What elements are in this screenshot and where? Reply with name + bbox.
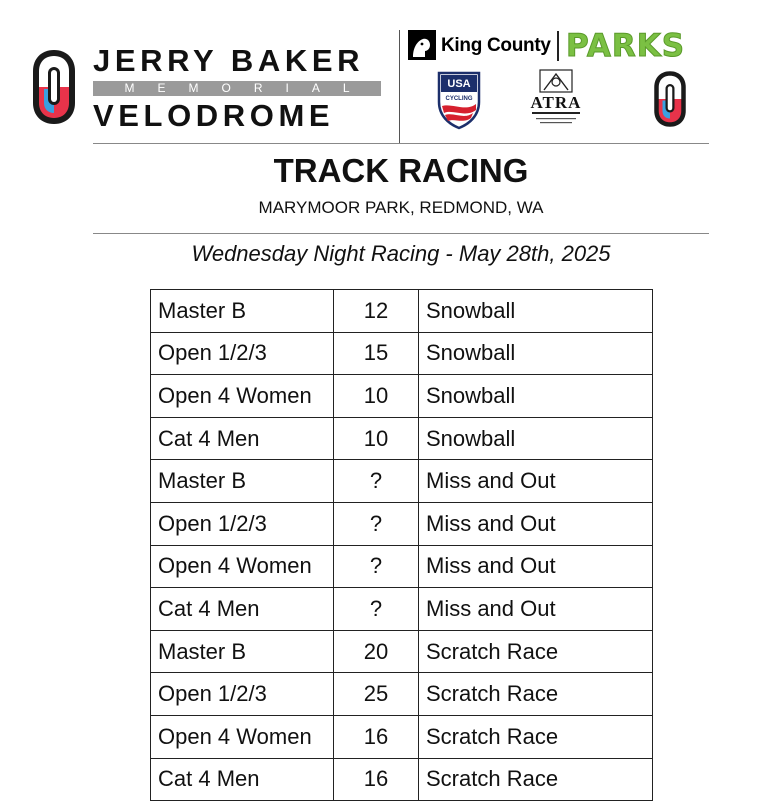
cell-category: Master B — [151, 460, 334, 503]
cell-laps: 15 — [334, 332, 419, 375]
race-schedule-table — [150, 289, 653, 801]
event-heading: Wednesday Night Racing - May 28th, 2025 — [191, 241, 611, 266]
header-divider — [399, 30, 400, 143]
cell-category: Master B — [151, 290, 334, 333]
cell-category: Open 1/2/3 — [151, 502, 334, 545]
velodrome-track-logo-icon — [30, 47, 78, 127]
cell-race: Snowball — [419, 375, 653, 418]
cell-race: Scratch Race — [419, 715, 653, 758]
cell-race: Miss and Out — [419, 460, 653, 503]
usa-cycling-logo-icon — [436, 70, 482, 130]
svg-text:CYCLING: CYCLING — [445, 96, 473, 102]
cell-laps: 10 — [334, 417, 419, 460]
cell-category: Cat 4 Men — [151, 588, 334, 631]
schedule-body — [151, 290, 653, 801]
cell-race: Miss and Out — [419, 502, 653, 545]
table-row — [151, 545, 653, 588]
cell-laps: 12 — [334, 290, 419, 333]
atra-logo-icon — [526, 68, 586, 130]
svg-text:ATRA: ATRA — [530, 93, 582, 112]
cell-category: Master B — [151, 630, 334, 673]
cell-laps: ? — [334, 502, 419, 545]
cell-laps: 16 — [334, 715, 419, 758]
cell-category: Open 4 Women — [151, 545, 334, 588]
cell-laps: ? — [334, 588, 419, 631]
location-subtitle: MARYMOOR PARK, REDMOND, WA — [258, 198, 544, 217]
cell-category: Cat 4 Men — [151, 758, 334, 801]
cell-race: Scratch Race — [419, 673, 653, 716]
cell-race: Snowball — [419, 290, 653, 333]
cell-laps: ? — [334, 545, 419, 588]
velodrome-track-logo-small-icon — [652, 68, 688, 130]
brand-name-bottom: VELODROME — [93, 98, 335, 133]
cell-category: Open 1/2/3 — [151, 673, 334, 716]
king-county-logo-icon — [408, 30, 436, 60]
table-row — [151, 290, 653, 333]
cell-category: Open 4 Women — [151, 375, 334, 418]
partner-divider — [557, 31, 559, 61]
cell-laps: 25 — [334, 673, 419, 716]
page-header — [0, 0, 784, 145]
table-row — [151, 332, 653, 375]
brand-name-top: JERRY BAKER — [93, 43, 365, 78]
cell-race: Miss and Out — [419, 588, 653, 631]
table-row — [151, 673, 653, 716]
table-row — [151, 417, 653, 460]
svg-text:USA: USA — [447, 78, 471, 90]
cell-category: Open 1/2/3 — [151, 332, 334, 375]
table-row — [151, 502, 653, 545]
table-row — [151, 715, 653, 758]
cell-category: Cat 4 Men — [151, 417, 334, 460]
table-row — [151, 588, 653, 631]
page-title: TRACK RACING — [273, 152, 529, 189]
velodrome-brand — [93, 43, 383, 133]
cell-race: Scratch Race — [419, 758, 653, 801]
cell-race: Snowball — [419, 332, 653, 375]
cell-category: Open 4 Women — [151, 715, 334, 758]
cell-laps: 10 — [334, 375, 419, 418]
table-row — [151, 758, 653, 801]
cell-race: Snowball — [419, 417, 653, 460]
cell-laps: 16 — [334, 758, 419, 801]
cell-laps: ? — [334, 460, 419, 503]
cell-laps: 20 — [334, 630, 419, 673]
parks-wordmark: PARKS — [566, 28, 686, 64]
cell-race: Scratch Race — [419, 630, 653, 673]
table-row — [151, 460, 653, 503]
table-row — [151, 375, 653, 418]
cell-race: Miss and Out — [419, 545, 653, 588]
header-rule — [93, 143, 709, 144]
brand-name-memorial: MEMORIAL — [93, 81, 381, 96]
table-row — [151, 630, 653, 673]
title-rule — [93, 233, 709, 234]
king-county-name: King County — [441, 35, 551, 56]
